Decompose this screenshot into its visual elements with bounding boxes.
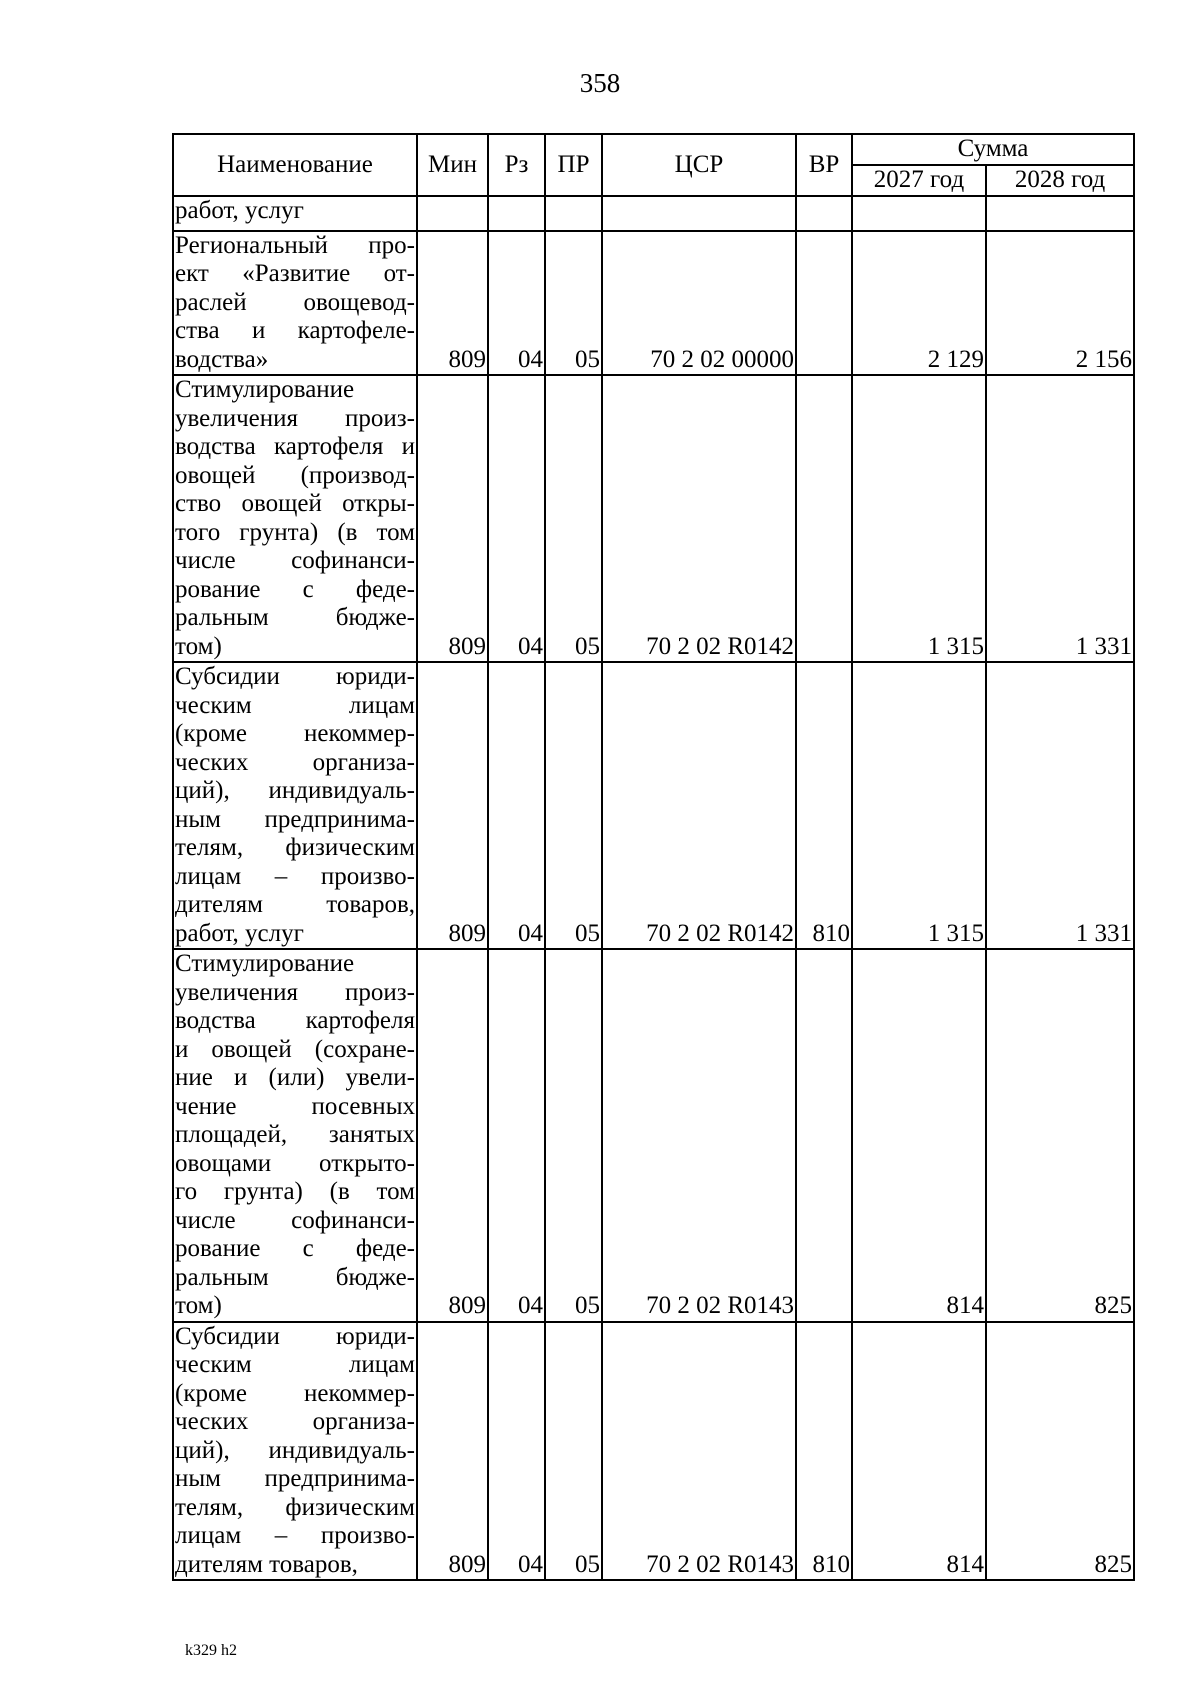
- row-sum-2027: 814: [852, 1322, 986, 1581]
- row-min: 809: [417, 231, 488, 376]
- row-name-line: овощей (производ-: [175, 461, 415, 489]
- row-name-line: овощами открыто-: [175, 1149, 415, 1177]
- row-name-line: ческих организа-: [175, 748, 415, 776]
- row-name-line: работ, услуг: [175, 919, 304, 947]
- row-name-line: ект «Развитие от-: [175, 260, 415, 287]
- row-name-line: площадей, занятых: [175, 1121, 415, 1148]
- row-pr: [545, 196, 602, 231]
- header-pr: ПР: [545, 134, 602, 196]
- row-name-line: рование с феде-: [175, 575, 415, 603]
- row-name-line: лицам – произво-: [175, 862, 415, 890]
- row-name-line: ральным бюдже-: [175, 604, 415, 631]
- row-vr: 810: [796, 662, 852, 949]
- row-sum-2027: 1 315: [852, 662, 986, 949]
- row-pr: 05: [545, 949, 602, 1322]
- row-vr: [796, 196, 852, 231]
- row-sum-2028: 825: [986, 949, 1134, 1322]
- row-pr: 05: [545, 375, 602, 662]
- row-name-line: (кроме некоммер-: [175, 720, 415, 747]
- row-name-line: работ, услуг: [175, 196, 304, 224]
- header-name: Наименование: [173, 134, 417, 196]
- row-name-line: дителям товаров,: [175, 1550, 358, 1578]
- row-name: [173, 196, 417, 231]
- row-name-line: ческим лицам: [175, 691, 415, 719]
- row-csr: [602, 196, 796, 231]
- row-name: [173, 1322, 417, 1581]
- row-name-line: рование с феде-: [175, 1235, 415, 1262]
- row-name-line: раслей овощевод-: [175, 288, 415, 316]
- header-sum: Сумма: [852, 134, 1134, 165]
- row-name-line: ций), индивидуаль-: [175, 1436, 415, 1464]
- row-pr: 05: [545, 231, 602, 376]
- row-min: 809: [417, 1322, 488, 1581]
- row-rz: 04: [488, 1322, 545, 1581]
- row-min: 809: [417, 949, 488, 1322]
- row-rz: [488, 196, 545, 231]
- row-vr: [796, 375, 852, 662]
- header-vr: ВР: [796, 134, 852, 196]
- row-name-line: ства и картофеле-: [175, 317, 415, 344]
- row-sum-2028: 1 331: [986, 375, 1134, 662]
- header-csr: ЦСР: [602, 134, 796, 196]
- row-name-line: водства»: [175, 345, 269, 373]
- row-vr: 810: [796, 1322, 852, 1581]
- row-name-line: Стимулирование: [175, 376, 355, 403]
- row-sum-2028: 825: [986, 1322, 1134, 1581]
- header-rz: Рз: [488, 134, 545, 196]
- row-name-line: дителям товаров,: [175, 891, 415, 918]
- row-sum-2028: 2 156: [986, 231, 1134, 376]
- page-number: 358: [579, 68, 621, 98]
- row-name-line: и овощей (сохране-: [175, 1035, 415, 1063]
- row-csr: 70 2 02 R0142: [602, 375, 796, 662]
- row-csr: 70 2 02 R0142: [602, 662, 796, 949]
- row-sum-2027: 2 129: [852, 231, 986, 376]
- row-pr: 05: [545, 662, 602, 949]
- row-rz: 04: [488, 231, 545, 376]
- row-sum-2027: [852, 196, 986, 231]
- row-vr: [796, 949, 852, 1322]
- table-row: [173, 949, 1134, 1322]
- table-row: [173, 196, 1134, 231]
- row-name-line: Субсидии юриди-: [175, 663, 415, 690]
- row-name-line: лицам – произво-: [175, 1522, 415, 1549]
- row-name: [173, 662, 417, 949]
- table-row: [173, 375, 1134, 662]
- row-name-line: Стимулирование: [175, 950, 355, 977]
- row-csr: 70 2 02 00000: [602, 231, 796, 376]
- row-name-line: числе софинанси-: [175, 547, 415, 574]
- row-sum-2027: 1 315: [852, 375, 986, 662]
- row-name-line: том): [175, 632, 222, 660]
- header-min: Мин: [417, 134, 488, 196]
- row-sum-2028: [986, 196, 1134, 231]
- row-name-line: водства картофеля: [175, 1007, 415, 1034]
- row-name-line: ций), индивидуаль-: [175, 777, 415, 804]
- footer-code: k329 h2: [185, 1642, 237, 1659]
- header-year-2027: 2027 год: [852, 165, 986, 196]
- row-name-line: телям, физическим: [175, 1493, 415, 1521]
- row-name-line: Региональный про-: [175, 231, 415, 259]
- table-row: [173, 231, 1134, 376]
- row-name-line: того грунта) (в том: [175, 518, 415, 546]
- row-name-line: ние и (или) увели-: [175, 1064, 415, 1091]
- row-name-line: (кроме некоммер-: [175, 1379, 415, 1407]
- row-name-line: чение посевных: [175, 1092, 415, 1120]
- row-name-line: водства картофеля и: [175, 433, 415, 460]
- row-name-line: ным предпринима-: [175, 1465, 415, 1492]
- row-name-line: увеличения произ-: [175, 978, 415, 1006]
- header-year-2028: 2028 год: [986, 165, 1134, 196]
- row-vr: [796, 231, 852, 376]
- row-name-line: го грунта) (в том: [175, 1178, 415, 1205]
- row-rz: 04: [488, 662, 545, 949]
- row-csr: 70 2 02 R0143: [602, 1322, 796, 1581]
- row-rz: 04: [488, 949, 545, 1322]
- table-row: [173, 1322, 1134, 1581]
- row-pr: 05: [545, 1322, 602, 1581]
- row-name-line: ческих организа-: [175, 1408, 415, 1435]
- row-name-line: том): [175, 1292, 222, 1319]
- table-body: [173, 196, 1134, 1581]
- row-name: [173, 231, 417, 376]
- row-min: 809: [417, 662, 488, 949]
- row-name-line: ным предпринима-: [175, 805, 415, 833]
- row-name-line: ство овощей откры-: [175, 490, 415, 517]
- row-sum-2027: 814: [852, 949, 986, 1322]
- row-name-line: числе софинанси-: [175, 1206, 415, 1234]
- row-name-line: ческим лицам: [175, 1351, 415, 1378]
- row-name: [173, 375, 417, 662]
- row-name: [173, 949, 417, 1322]
- row-name-line: ральным бюдже-: [175, 1263, 415, 1291]
- row-csr: 70 2 02 R0143: [602, 949, 796, 1322]
- row-name-line: Субсидии юриди-: [175, 1322, 415, 1350]
- row-min: 809: [417, 375, 488, 662]
- row-rz: 04: [488, 375, 545, 662]
- budget-table: [172, 133, 1135, 1581]
- row-sum-2028: 1 331: [986, 662, 1134, 949]
- row-min: [417, 196, 488, 231]
- row-name-line: увеличения произ-: [175, 404, 415, 432]
- row-name-line: телям, физическим: [175, 834, 415, 861]
- table-row: [173, 662, 1134, 949]
